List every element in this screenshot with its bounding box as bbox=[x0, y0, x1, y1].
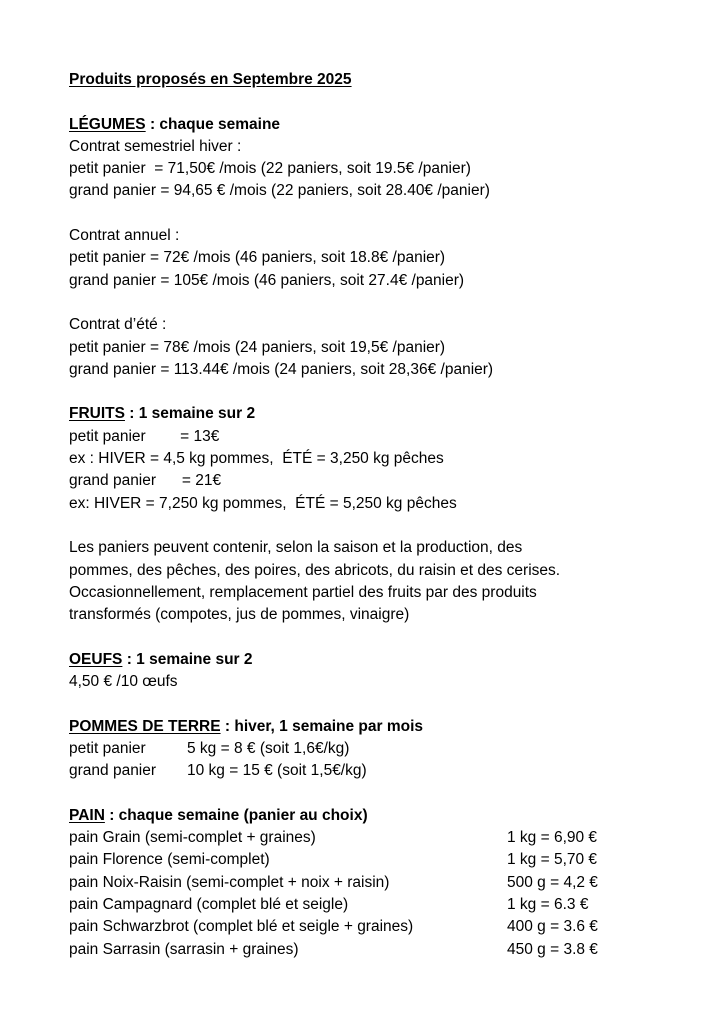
fruits-heading-label: FRUITS bbox=[69, 405, 125, 423]
basket-price: 5 kg = 8 € (soit 1,6€/kg) bbox=[187, 739, 350, 757]
fruits-paragraph-line: transformés (compotes, jus de pommes, vinaigre) bbox=[69, 606, 410, 624]
document-page bbox=[69, 69, 689, 961]
fruits-paragraph-line: pommes, des pêches, des poires, des abricots, du raisin et des cerises. bbox=[69, 561, 561, 579]
bread-row bbox=[69, 827, 689, 849]
legumes-heading bbox=[69, 114, 689, 136]
pain-heading-label: PAIN bbox=[69, 806, 105, 824]
bread-name: pain Noix-Raisin (semi-complet + noix + raisin) bbox=[69, 873, 390, 891]
pommes-de-terre-row bbox=[69, 738, 689, 760]
basket-price: 10 kg = 15 € (soit 1,5€/kg) bbox=[187, 762, 367, 780]
fruits-line: petit panier = 13€ bbox=[69, 427, 220, 445]
contract-line: grand panier = 105€ /mois (46 paniers, soit 27.4€ /panier) bbox=[69, 271, 465, 289]
bread-name: pain Schwarzbrot (complet blé et seigle + graines) bbox=[69, 918, 414, 936]
bread-price: 500 g = 4,2 € bbox=[507, 873, 598, 891]
pain-heading bbox=[69, 805, 689, 827]
bread-name: pain Grain (semi-complet + graines) bbox=[69, 829, 316, 847]
bread-row bbox=[69, 916, 689, 938]
bread-row bbox=[69, 872, 689, 894]
bread-name: pain Florence (semi-complet) bbox=[69, 851, 270, 869]
basket-size: petit panier bbox=[69, 739, 146, 757]
bread-price: 450 g = 3.8 € bbox=[507, 940, 598, 958]
bread-name: pain Sarrasin (sarrasin + graines) bbox=[69, 940, 299, 958]
oeufs-heading bbox=[69, 649, 689, 671]
pommes-de-terre-heading-frequency: : hiver, 1 semaine par mois bbox=[220, 717, 424, 735]
contract-line: grand panier = 113.44€ /mois (24 paniers, soit 28,36€ /panier) bbox=[69, 360, 494, 378]
fruits-line: grand panier = 21€ bbox=[69, 472, 222, 490]
contract-line: grand panier = 94,65 € /mois (22 paniers, soit 28.40€ /panier) bbox=[69, 182, 490, 200]
contract-line: petit panier = 72€ /mois (46 paniers, soit 18.8€ /panier) bbox=[69, 249, 446, 267]
fruits-paragraph-line: Les paniers peuvent contenir, selon la saison et la production, des bbox=[69, 539, 523, 557]
bread-price: 1 kg = 5,70 € bbox=[507, 851, 598, 869]
fruits-line: ex : HIVER = 4,5 kg pommes, ÉTÉ = 3,250 kg pêches bbox=[69, 450, 444, 468]
fruits-heading bbox=[69, 403, 689, 425]
fruits-line: ex: HIVER = 7,250 kg pommes, ÉTÉ = 5,250 kg pêches bbox=[69, 494, 457, 512]
fruits-heading-frequency: : 1 semaine sur 2 bbox=[124, 405, 256, 423]
bread-row bbox=[69, 894, 689, 916]
bread-name: pain Campagnard (complet blé et seigle) bbox=[69, 895, 349, 913]
legumes-heading-frequency: : chaque semaine bbox=[145, 115, 281, 133]
contract-line: petit panier = 71,50€ /mois (22 paniers, soit 19.5€ /panier) bbox=[69, 160, 471, 178]
document-title: Produits proposés en Septembre 2025 bbox=[69, 71, 352, 88]
bread-row bbox=[69, 939, 689, 961]
pommes-de-terre-heading bbox=[69, 716, 689, 738]
oeufs-price: 4,50 € /10 œufs bbox=[69, 673, 178, 691]
contract-name: Contrat d’été : bbox=[69, 316, 167, 334]
bread-price: 1 kg = 6.3 € bbox=[507, 895, 589, 913]
pommes-de-terre-row bbox=[69, 760, 689, 782]
contract-name: Contrat semestriel hiver : bbox=[69, 137, 242, 155]
bread-price: 400 g = 3.6 € bbox=[507, 918, 598, 936]
legumes-heading-label: LÉGUMES bbox=[69, 115, 146, 133]
contract-name: Contrat annuel : bbox=[69, 227, 180, 245]
bread-price: 1 kg = 6,90 € bbox=[507, 829, 598, 847]
fruits-paragraph-line: Occasionnellement, remplacement partiel des fruits par des produits bbox=[69, 583, 537, 601]
oeufs-heading-frequency: : 1 semaine sur 2 bbox=[122, 650, 253, 668]
contract-line: petit panier = 78€ /mois (24 paniers, soit 19,5€ /panier) bbox=[69, 338, 446, 356]
pain-heading-frequency: : chaque semaine (panier au choix) bbox=[104, 806, 368, 824]
pommes-de-terre-heading-label: POMMES DE TERRE bbox=[69, 717, 221, 735]
basket-size: grand panier bbox=[69, 762, 157, 780]
oeufs-heading-label: OEUFS bbox=[69, 650, 123, 668]
bread-row bbox=[69, 849, 689, 871]
